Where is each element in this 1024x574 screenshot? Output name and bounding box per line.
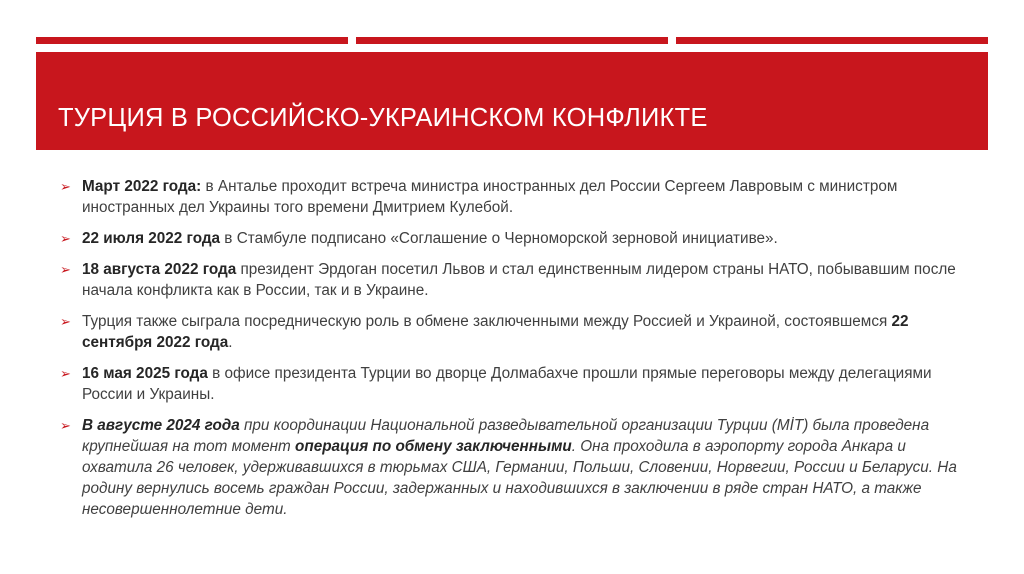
bullet-text: . <box>228 334 233 351</box>
bullet-item <box>60 228 960 249</box>
bullet-text-bold: операция по обмену заключенными <box>295 438 572 455</box>
arrow-bullet-icon: ➢ <box>60 179 71 194</box>
top-bar-left <box>36 37 348 44</box>
arrow-bullet-icon: ➢ <box>60 231 71 246</box>
bullet-text-bold: 18 августа 2022 года <box>82 261 237 278</box>
bullet-text: в офисе президента Турции во дворце Долмабахче прошли прямые переговоры между делегациями России и Украины. <box>82 365 932 403</box>
bullet-text: президент Эрдоган посетил Львов и стал единственным лидером страны НАТО, побывавшим после начала конфликта как в России, так и в Украине. <box>82 261 956 299</box>
arrow-bullet-icon: ➢ <box>60 418 71 433</box>
slide-title: ТУРЦИЯ В РОССИЙСКО-УКРАИНСКОМ КОНФЛИКТЕ <box>58 104 708 132</box>
bullet-text-bold: 22 сентября 2022 года <box>82 313 909 351</box>
bullet-list <box>60 176 960 530</box>
bullet-item <box>60 415 960 520</box>
top-decor-bars <box>36 37 988 44</box>
bullet-item <box>60 363 960 405</box>
bullet-text-bold: В августе 2024 года <box>82 417 240 434</box>
top-bar-right <box>676 37 988 44</box>
bullet-text-bold: Март 2022 года: <box>82 178 202 195</box>
bullet-text-bold: 22 июля 2022 года <box>82 230 221 247</box>
arrow-bullet-icon: ➢ <box>60 314 71 329</box>
arrow-bullet-icon: ➢ <box>60 366 71 381</box>
bullet-text: в Стамбуле подписано «Соглашение о Черноморской зерновой инициативе». <box>220 230 778 247</box>
arrow-bullet-icon: ➢ <box>60 262 71 277</box>
bullet-text: . Она проходила в аэропорту города Анкара и охватила 26 человек, удерживавшихся в тюрьмах США, Германии, Польши, Словении, Норвегии, России и Беларуси. На родину вернулись восемь граждан России, задержанных и находившихся в заключении в ряде стран НАТО, а также несовершеннолетние дети. <box>82 438 957 518</box>
bullet-text-bold: 16 мая 2025 года <box>82 365 208 382</box>
bullet-text: в Анталье проходит встреча министра иностранных дел России Сергеем Лавровым с министром иностранных дел Украины того времени Дмитрием Кулебой. <box>82 178 898 216</box>
title-banner <box>36 52 988 150</box>
bullet-item <box>60 311 960 353</box>
bullet-text: Турция также сыграла посредническую роль в обмене заключенными между Россией и Украиной, состоявшемся <box>82 313 892 330</box>
bullet-text: при координации Национальной разведывательной организации Турции (MİT) была проведена крупнейшая на тот момент <box>82 417 930 455</box>
bullet-item <box>60 176 960 218</box>
bullet-item <box>60 259 960 301</box>
top-bar-middle <box>356 37 668 44</box>
